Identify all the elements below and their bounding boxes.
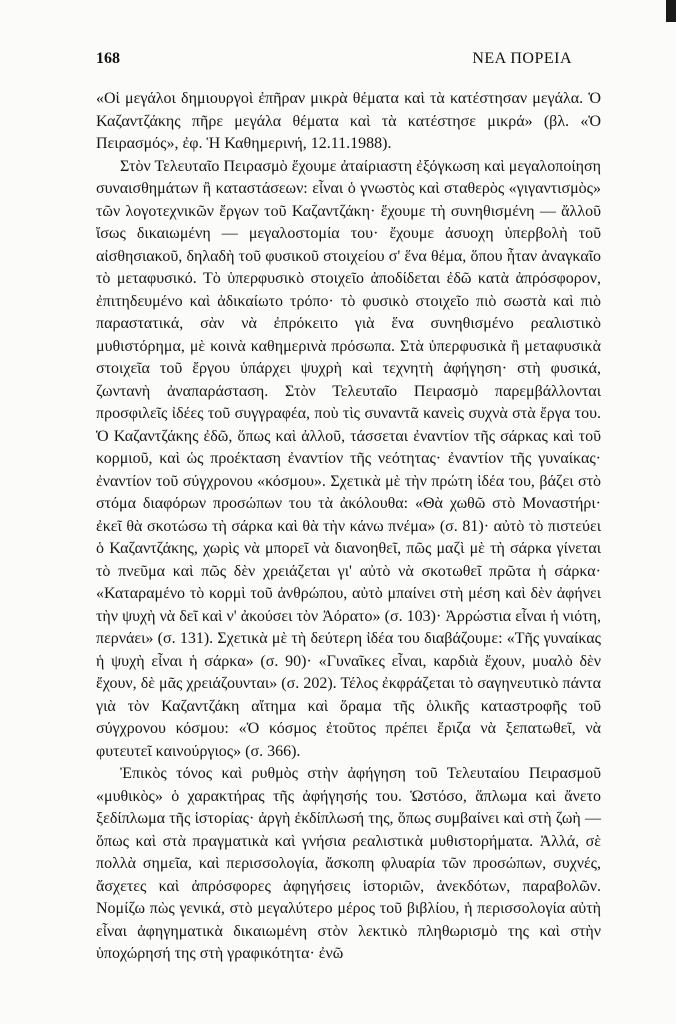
body-text bbox=[96, 88, 601, 966]
page-number: 168 bbox=[96, 50, 120, 67]
analysis-paragraph: Στὸν Τελευταῖο Πειρασμὸ ἔχουμε ἀταίριαστη ἐξόγκωση καὶ μεγαλοποίηση συναισθημάτων ἢ καταστάσεων: εἶναι ὁ γνωστὸς καὶ σταθερὸς «γιγαντισμὸς» τῶν λογοτεχνικῶν ἔργων τοῦ Καζαντζάκη· ἔχουμε τὴ συνηθισμένη — ἄλλοῦ ἴσως δικαιωμένη — μεγαλοστομία του· ἔχουμε ἀσυοχη ὑπερβολὴ τοῦ αἰσθησιακοῦ, δηλαδὴ τοῦ φυσικοῦ στοιχείου σ' ἕνα θέμα, ὅπου ἦταν ἀναγκαῖο τὸ μεταφυσικό. Τὸ ὑπερφυσικὸ στοιχεῖο ἀποδίδεται ἐδῶ κατὰ ἀπρόσφορον, ἐπιτηδευμένο καὶ ἀδικαίωτο τρόπο· τὸ φυσικὸ στοιχεῖο πιὸ σωστὰ καὶ πιὸ παραστατικά, σὰν νὰ ἐπρόκειτο γιὰ ἕνα συνηθισμένο ρεαλιστικὸ μυθιστόρημα, μὲ κοινὰ καθημερινὰ πρόσωπα. Στὰ ὑπερφυσικὰ ἢ μεταφυσικὰ στοιχεῖα τοῦ ἔργου ὑπάρχει ψυχρὴ καὶ τεχνητὴ ἀφήγηση· στὴ φυσικά, ζωντανὴ ἀναπαράσταση. Στὸν Τελευταῖο Πειρασμὸ παρεμβάλλονται προσφιλεῖς ἰδέες τοῦ συγγραφέα, ποὺ τὶς συναντᾶ κανεὶς συχνὰ στὰ ἔργα του. Ὁ Καζαντζάκης ἐδῶ, ὅπως καὶ ἀλλοῦ, τάσσεται ἐναντίον τῆς σάρκας καὶ τοῦ κορμιοῦ, καὶ ὡς προέκταση ἐναντίον τῆς νεότητας· ἐναντίον τῆς γυναίκας· ἐναντίον τοῦ σύγχρονου «κόσμου». Σχετικὰ μὲ τὴν πρώτη ἰδέα του, βάζει στὸ στόμα διαφόρων προσώπων του τὰ ἀκόλουθα: «Θὰ χωθῶ στὸ Μοναστήρι· ἐκεῖ θὰ σκοτώσω τὴ σάρκα καὶ θὰ τὴν κάνω πνέμα» (σ. 81)· αὐτὸ τὸ πιστεύει ὁ Καζαντζάκης, χωρὶς νὰ μπορεῖ νὰ διανοηθεῖ, πῶς μαζὶ μὲ τὴ σάρκα γίνεται τὸ πνεῦμα καὶ πῶς δὲν χρειάζεται γι' αὐτὸ νὰ σκοτωθεῖ πρῶτα ἡ σάρκα· «Καταραμένο τὸ κορμὶ τοῦ ἀνθρώπου, αὐτὸ μπαίνει στὴ μέση καὶ δὲν ἀφήνει τὴν ψυχὴ νὰ δεῖ καὶ ν' ἀκούσει τὸν Ἀόρατο» (σ. 103)· Ἀρρώστια εἶναι ἡ νιότη, περνάει» (σ. 131). Σχετικὰ μὲ τὴ δεύτερη ἰδέα του διαβάζουμε: «Τῆς γυναίκας ἡ ψυχὴ εἶναι ἡ σάρκα» (σ. 90)· «Γυναῖκες εἶναι, καρδιὰ ἔχουν, μυαλὸ δὲν ἔχουν, δὲ μᾶς χρειάζουνται» (σ. 202). Τέλος ἐκφράζεται τὸ σαγηνευτικὸ πάντα γιὰ τὸν Καζαντζάκη αἴτημα καὶ ὅραμα τῆς ὁλικῆς καταστροφῆς τοῦ σύγχρονου κόσμου: «Ὁ κόσμος ἐτοῦτος πρέπει ἔριζα νὰ ξεπατωθεῖ, νὰ φυτευτεῖ καινούργιος» (σ. 366). bbox=[96, 157, 601, 760]
quote-paragraph: «Οἱ μεγάλοι δημιουργοὶ ἐπῆραν μικρὰ θέματα καὶ τὰ κατέστησαν μεγάλα. Ὁ Καζαντζάκης πῆρε μεγάλα θέματα καὶ τὰ κατέστησε μικρά» (βλ. «Ὁ Πειρασμός», ἐφ. Ἡ Καθημερινή, 12.11.1988). bbox=[96, 90, 601, 152]
page-edge-mark bbox=[666, 0, 676, 22]
running-head bbox=[96, 50, 572, 72]
narrative-paragraph: Ἐπικὸς τόνος καὶ ρυθμὸς στὴν ἀφήγηση τοῦ Τελευταίου Πειρασμοῦ «μυθικὸς» ὁ χαρακτήρας τῆς ἀφήγησής του. Ὡστόσο, ἅπλωμα καὶ ἄνετο ξεδίπλωμα τῆς ἱστορίας· ἀργὴ ἐκδίπλωσή της, ὅπως συμβαίνει καὶ στὴ ζωὴ — ὅπως καὶ στὰ πραγματικὰ καὶ γνήσια ρεαλιστικὰ μυθιστορήματα. Ἀλλά, σὲ πολλὰ σημεῖα, καὶ περισσολογία, ἄσκοπη φλυαρία τῶν προσώπων, συχνές, ἄσχετες καὶ ἀπρόσφορες ἀφηγήσεις ἱστοριῶν, ἀνεκδότων, παραβολῶν. Νομίζω πὼς γενικά, στὸ μεγαλύτερο μέρος τοῦ βιβλίου, ἡ περισσολογία αὐτὴ εἶναι ἀφηγηματικὰ δικαιωμένη στὸν λεκτικὸ πληθωρισμὸ της καὶ στὴν ὑποχώρησή της στὴ γραφικότητα· ἐνῶ bbox=[96, 765, 601, 962]
journal-title: ΝΕΑ ΠΟΡΕΙΑ bbox=[472, 50, 572, 67]
